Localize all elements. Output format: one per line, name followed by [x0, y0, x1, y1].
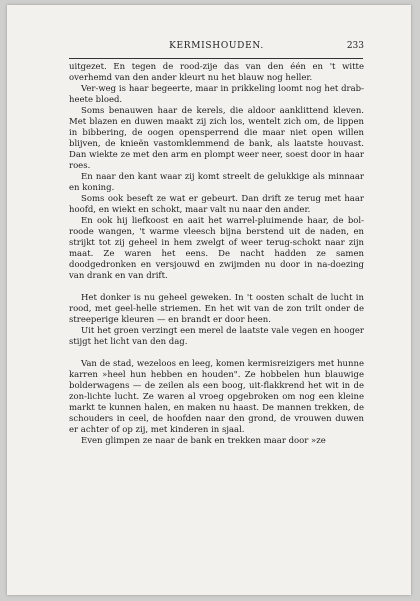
header-rule [69, 58, 363, 59]
page-number: 233 [346, 41, 364, 51]
paragraph: En ook hij liefkoost en aait het warrel-pluimende haar, de bol-roode wangen, 't warme vleesch bijna berstend uit de naden, en strijkt tot zij geheel in hem zwelgt of weer terug-schokt naar zijn maat. Ze waren het eens. De nacht hadden ze samen doodgedronken en versjouwd en zwijmden nu door in na-doezing van drank en van drift. [69, 216, 364, 281]
running-title: KERMISHOUDEN. [169, 41, 264, 51]
paragraph: Even glimpen ze naar de bank en trekken maar door »ze [81, 436, 326, 446]
section-break [69, 348, 364, 359]
section-break [69, 282, 364, 293]
paragraph: Soms ook beseft ze wat er gebeurt. Dan drift ze terug met haar hoofd, en wiekt en schokt, maar valt nu naar den ander. [69, 194, 364, 215]
paragraph: Uit het groen verzingt een merel de laatste vale vegen en hooger stijgt het licht van den dag. [69, 326, 364, 347]
paragraph: uitgezet. En tegen de rood-zije das van den één en 't witte overhemd van den ander kleurt nu het blauw nog heller. [69, 62, 364, 83]
page-header [69, 41, 364, 55]
paragraph: Het donker is nu geheel geweken. In 't oosten schalt de lucht in rood, met geel-helle striemen. En het wit van de zon trilt onder de streeperige kleuren — en brandt er door heen. [69, 293, 364, 325]
paragraph: Van de stad, wezeloos en leeg, komen kermisreizigers met hunne karren »heel hun hebben en houden". Ze hobbelen hun blauwige bolderwagens — de zeilen als een boog, uit-flakkrend het wit in de zon-lichte lucht. Ze waren al vroeg opgebroken om nog een kleine markt te kunnen halen, en maken nu haast. De mannen trekken, de schouders in ceel, de hoofden naar den grond, de vrouwen duwen er achter of op zij, met kinderen in sjaal. [69, 359, 364, 435]
page-body [69, 62, 364, 447]
paragraph: Ver-weg is haar begeerte, maar in prikkeling loomt nog het drab-heete bloed. [69, 84, 364, 105]
paragraph: En naar den kant waar zij komt streelt de gelukkige als minnaar en koning. [69, 172, 364, 193]
book-page [7, 5, 411, 595]
paragraph: Soms benauwen haar de kerels, die aldoor aanklittend kleven. Met blazen en duwen maakt zij zich los, wentelt zich om, de lippen in bibbering, de oogen opensperrend die maar niet open willen blijven, de knieën vastomklemmend de bank, als laatste houvast. Dan wiektе ze met den arm en plompt weer neer, soest door in haar roes. [69, 106, 364, 171]
